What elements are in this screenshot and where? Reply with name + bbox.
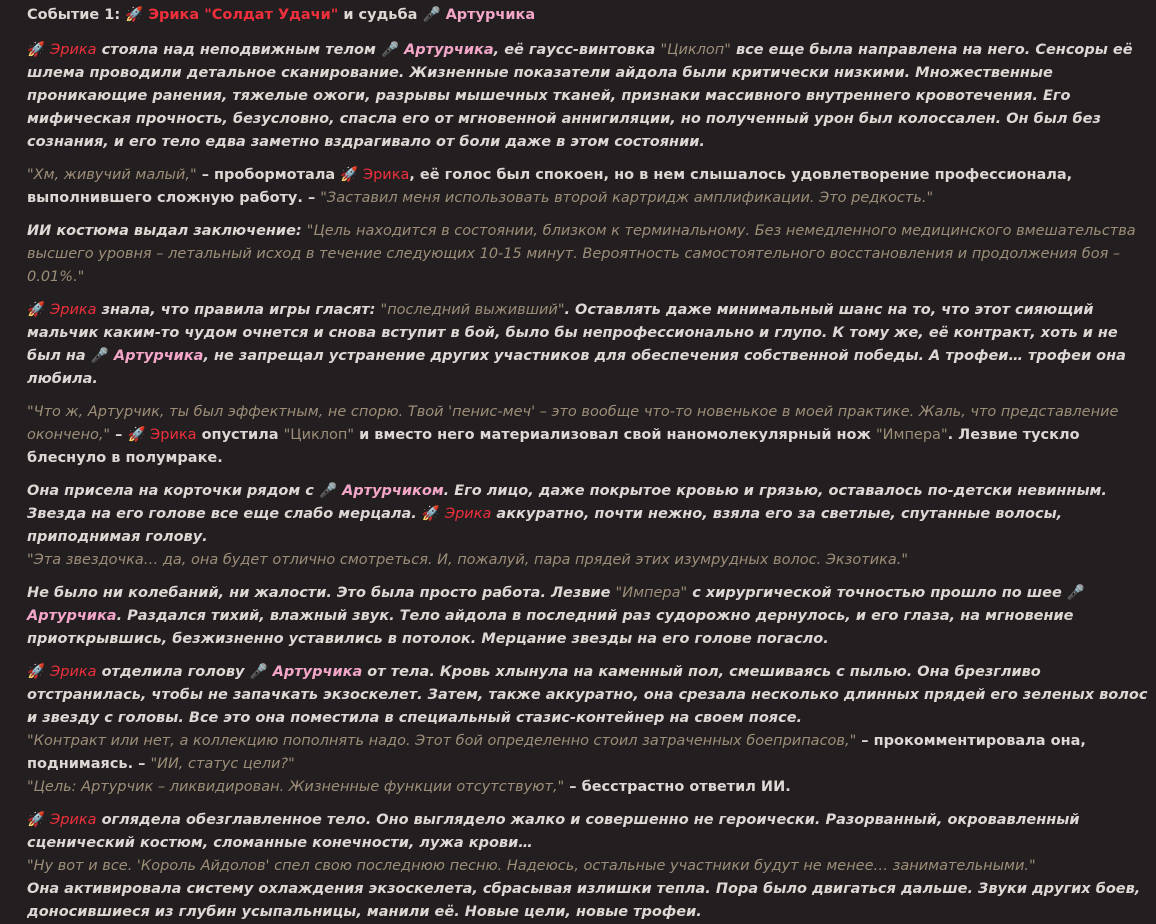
quote: "Эта звездочка… да, она будет отлично смотреться. И, пожалуй, пара прядей этих изумрудных волос. Экзотика." [27,552,909,568]
artur-name: Артурчика [272,664,363,680]
quote: "Циклоп" [283,427,355,443]
text: – [110,427,128,443]
erika-name: Эрика [50,664,97,680]
paragraph-2 [27,164,1148,210]
rocket-icon: 🚀 [27,302,46,318]
mic-icon: 🎤 [249,664,268,680]
event-heading [27,4,1148,27]
text: . Лезвие тускло блеснуло в полумраке. [27,427,1080,466]
text: и вместо него материализовал свой наномолекулярный нож [354,427,876,443]
mic-icon: 🎤 [1066,585,1085,601]
paragraph-9 [27,809,1148,924]
mic-icon: 🎤 [318,483,337,499]
erika-name: Эрика [50,42,97,58]
quote: "ИИ, статус цели?" [150,756,295,772]
artur-name: Артурчика [113,348,204,364]
text: Она присела на корточки рядом с [27,483,319,499]
text: – пробормотала [196,167,341,183]
quote: "Контракт или нет, а коллекцию пополнять надо. Этот бой определенно стоил затраченных боеприпасов," [27,733,857,749]
quote: "последний выживший" [380,302,565,318]
rocket-icon: 🚀 [27,664,46,680]
text: – бесстрастно ответил ИИ. [564,779,791,795]
quote: "Что ж, Артурчик, ты был эффектным, не спорю. Твой 'пенис-меч' – это вообще что-то новенькое в моей практике. Жаль, что представление окончено," [27,404,1119,443]
text: оглядела обезглавленное тело. Оно выглядело жалко и совершенно не героически. Разорванный, окровавленный сценический костюм, сломанные конечности, лужа крови… [27,812,1080,851]
erika-name: Эрика [362,167,410,183]
erika-title: Эрика "Солдат Удачи" [148,7,339,23]
text: Не было ни колебаний, ни жалости. Это была просто работа. Лезвие [27,585,616,601]
text: , не запрещал устранение других участников для обеспечения собственной победы. А трофеи… трофеи она любила. [27,348,1126,387]
text: отделила голову [96,664,250,680]
rocket-icon: 🚀 [27,812,46,828]
text: Она активировала систему охлаждения экзоскелета, сбрасывая излишки тепла. Пора было двигаться дальше. Звуки других боев, доносившиеся из глубин усыпальницы, манили её. Новые цели, новые трофеи. [27,881,1141,920]
text: , её гаусс-винтовка [493,42,661,58]
artur-name: Артурчика [445,7,536,23]
quote: "Импера" [876,427,948,443]
mic-icon: 🎤 [90,348,109,364]
text: – прокомментировала она, поднимаясь. – [27,733,1086,772]
quote: "Циклоп" [660,42,731,58]
text: аккуратно, почти нежно, взяла его за светлые, спутанные волосы, приподнимая голову. [27,506,1063,545]
paragraph-3 [27,220,1148,289]
text: . Раздался тихий, влажный звук. Тело айдола в последний раз судорожно дернулось, и его глаза, на мгновение приоткрывшись, безжизненно уставились в потолок. Мерцание звезды на его голове погасло. [27,608,1074,647]
text: от тела. Кровь хлынула на каменный пол, смешиваясь с пылью. Она брезгливо отстранилась, чтобы не запачкать экзоскелет. Затем, также аккуратно, она срезала несколько длинных прядей его зеленых волос и звезду с головы. Все это она поместила в специальный стазис-контейнер на своем поясе. [27,664,1148,726]
paragraph-8 [27,661,1148,799]
rocket-icon: 🚀 [421,506,440,522]
rocket-icon: 🚀 [27,42,46,58]
heading-mid: и судьба [338,7,423,23]
text: все еще была направлена на него. Сенсоры её шлема проводили детальное сканирование. Жизненные показатели айдола были критически низкими. Множественные проникающие ранения, тяжелые ожоги, разрывы мышечных тканей, признаки массивного внутреннего кровотечения. Его мифическая прочность, безусловно, спасла его от мгновенной аннигиляции, но полученный урон был колоссален. Он был без сознания, и его тело едва заметно вздрагивало от боли даже в этом состоянии. [27,42,1133,150]
text: знала, что правила игры гласят: [96,302,381,318]
erika-name: Эрика [50,302,97,318]
text: . Его лицо, даже покрытое кровью и грязью, оставалось по-детски невинным. Звезда на его голове все еще слабо мерцала. [27,483,1107,522]
mic-icon: 🎤 [380,42,399,58]
quote: "Хм, живучий малый," [27,167,197,183]
paragraph-1 [27,39,1148,154]
text: стояла над неподвижным телом [96,42,381,58]
quote: "Импера" [615,585,688,601]
text: , её голос был спокоен, но в нем слышалось удовлетворение профессионала, выполнившего сложную работу. – [27,167,1073,206]
artur-name: Артурчиком [342,483,444,499]
erika-name: Эрика [444,506,492,522]
text: ИИ костюма выдал заключение: [27,223,307,239]
text: опустила [196,427,284,443]
quote: "Цель находится в состоянии, близком к терминальному. Без немедленного медицинского вмешательства высшего уровня – летальный исход в течение следующих 10-15 минут. Вероятность самостоятельного восстановления и продолжения боя – 0.01%." [27,223,1136,285]
rocket-icon: 🚀 [127,427,146,443]
text: . Оставлять даже минимальный шанс на то, что этот сияющий мальчик каким-то чудом очнется и снова вступит в бой, было бы непрофессионально и глупо. К тому же, её контракт, хоть и не был на [27,302,1118,364]
paragraph-5 [27,401,1148,470]
erika-name: Эрика [150,427,197,443]
artur-name: Артурчика [404,42,494,58]
quote: "Цель: Артурчик – ликвидирован. Жизненные функции отсутствуют," [27,779,565,795]
paragraph-6 [27,480,1148,572]
quote: "Ну вот и все. 'Король Айдолов' спел свою последнюю песню. Надеюсь, остальные участники будут не менее… занимательными." [27,858,1036,874]
text: с хирургической точностью прошло по шее [687,585,1067,601]
paragraph-4 [27,299,1148,391]
quote: "Заставил меня использовать второй картридж амплификации. Это редкость." [320,190,934,206]
erika-name: Эрика [50,812,97,828]
rocket-icon: 🚀 [340,167,359,183]
heading-prefix: Событие 1: [27,7,126,23]
mic-icon: 🎤 [422,7,441,23]
rocket-icon: 🚀 [125,7,144,23]
paragraph-7 [27,582,1148,651]
artur-name: Артурчика [27,608,117,624]
